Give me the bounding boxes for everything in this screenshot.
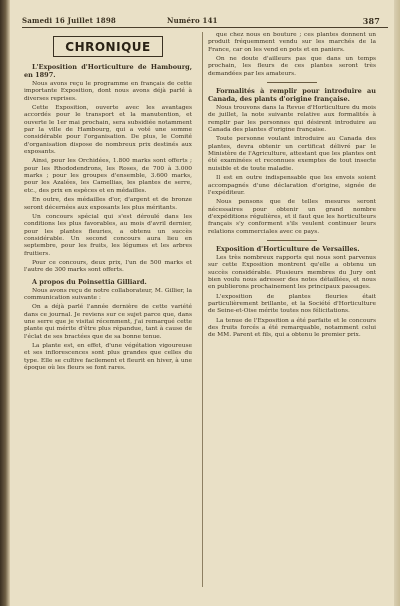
paragraph: que chez nous en bouture ; ces plantes donnent un produit fréquemment vendu sur les marchés de la France, car on les vend en pots et en paniers. bbox=[208, 32, 376, 53]
section-title: L'Exposition d'Horticulture de Hambourg, en 1897. bbox=[24, 63, 192, 79]
article-canada bbox=[208, 87, 376, 236]
paragraph: Il est en outre indispensable que les envois soient accompagnés d'une déclaration d'origine, signée de l'expéditeur. bbox=[208, 175, 376, 196]
chronique-title: CHRONIQUE bbox=[53, 36, 163, 57]
paper-edge bbox=[394, 0, 400, 606]
paragraph: En outre, des médailles d'or, d'argent et de bronze seront décernées aux exposants les plus méritants. bbox=[24, 197, 192, 211]
issue-number: Numéro 141 bbox=[167, 16, 218, 25]
section-title: A propos du Poinsettia Gilliard. bbox=[32, 277, 147, 286]
paragraph: Nous pensons que de telles mesures seront nécessaires pour obtenir un grand nombre d'expéditions régulières, et il faut que les horticulteurs français s'y conforment s'ils veulent continuer leurs relations commerciales avec ce pays. bbox=[208, 199, 376, 235]
separator-rule bbox=[267, 240, 317, 241]
paragraph: On ne doute d'ailleurs pas que dans un temps prochain, les fleurs de ces plantes seront très demandées par les amateurs. bbox=[208, 56, 376, 77]
book-binding bbox=[0, 0, 10, 606]
paragraph: Cette Exposition, ouverte avec les avantages accordés pour le transport et la manutention, et ouverte le 1er mai prochain, sera subsidiée notamment par la ville de Hambourg, qui a voté une somme considérable pour l'organisation. De plus, le Comité d'organisation dispose de nombreux prix destinés aux exposants. bbox=[24, 105, 192, 156]
issue-date: Samedi 16 Juillet 1898 bbox=[22, 16, 117, 25]
article-versailles bbox=[208, 245, 376, 340]
paragraph: Nous trouvons dans la Revue d'Horticulture du mois de juillet, la note suivante relative aux formalités à remplir par les personnes qui désirent introduire au Canada des plantes d'origine française. bbox=[208, 105, 376, 134]
column-rule bbox=[202, 32, 203, 587]
paragraph: Toute personne voulant introduire au Canada des plantes, devra obtenir un certificat délivré par le Ministère de l'Agriculture, attestant que les plantes ont été examinées et reconnues exemptes de tout insecte nuisible et de toute maladie. bbox=[208, 136, 376, 172]
paragraph: La tenue de l'Exposition a été parfaite et le concours des fruits forcés a été remarquable, notamment celui de MM. Parent et fils, qui a obtenu le premier prix. bbox=[208, 317, 376, 339]
section-title: Formalités à remplir pour introduire au Canada, des plants d'origine française. bbox=[208, 87, 376, 104]
section-title: Exposition d'Horticulture de Versailles. bbox=[216, 244, 360, 253]
header-rule bbox=[22, 27, 388, 28]
paragraph: Pour ce concours, deux prix, l'un de 500 marks et l'autre de 300 marks sont offerts. bbox=[24, 259, 192, 274]
paragraph: Nous avons reçu le programme en français de cette importante Exposition, dont nous avons déjà parlé à diverses reprises. bbox=[24, 81, 192, 102]
article-hamburg bbox=[24, 63, 192, 275]
paragraph: Les très nombreux rapports qui nous sont parvenus sur cette Exposition montrent qu'elle a obtenu un succès considérable. Plusieurs membres du Jury ont bien voulu nous adresser des notes détaillées, et nous en publierons prochainement les principaux passages. bbox=[208, 254, 376, 291]
article-poinsettia bbox=[24, 278, 192, 373]
paragraph: La plante est, en effet, d'une végétation vigoureuse et ses inflorescences sont plus grandes que celles du type. Elle se cultive facilement et fleurit en hiver, à une époque où les fleurs se font rares. bbox=[24, 343, 192, 372]
right-column bbox=[208, 32, 376, 342]
paragraph: Un concours spécial qui s'est déroulé dans les conditions les plus favorables, au mois d'avril dernier, pour les plantes fleuries, a obtenu un succès considérable. Un second concours aura lieu en septembre, pour les fruits, les légumes et les arbres fruitiers. bbox=[24, 213, 192, 257]
separator-rule bbox=[267, 82, 317, 83]
paragraph: Ainsi, pour les Orchidées, 1.800 marks sont offerts ; pour les Rhododendrons, les Roses, de 700 à 3.000 marks ; pour les groupes d'ensemble, 3.600 marks, pour les Azalées, les Camellias, les plantes de serre, etc., des prix en espèces et en médailles. bbox=[24, 158, 192, 194]
left-column bbox=[24, 32, 192, 374]
paragraph: On a déjà parlé l'année dernière de cette variété dans ce journal. Je reviens sur ce sujet parce que, dans une serre que je visitai récemment, j'ai remarqué cette plante qui mérite d'être plus répandue, tant à cause de l'éclat de ses bractées que de sa bonne tenue. bbox=[24, 304, 192, 340]
paragraph: L'exposition de plantes fleuries était particulièrement brillante, et la Société d'Horticulture de Seine-et-Oise mérite toutes nos félicitations. bbox=[208, 293, 376, 315]
paragraph: Nous avons reçu de notre collaborateur, M. Gillier, la communication suivante : bbox=[24, 287, 192, 301]
page-number: 387 bbox=[362, 16, 380, 26]
